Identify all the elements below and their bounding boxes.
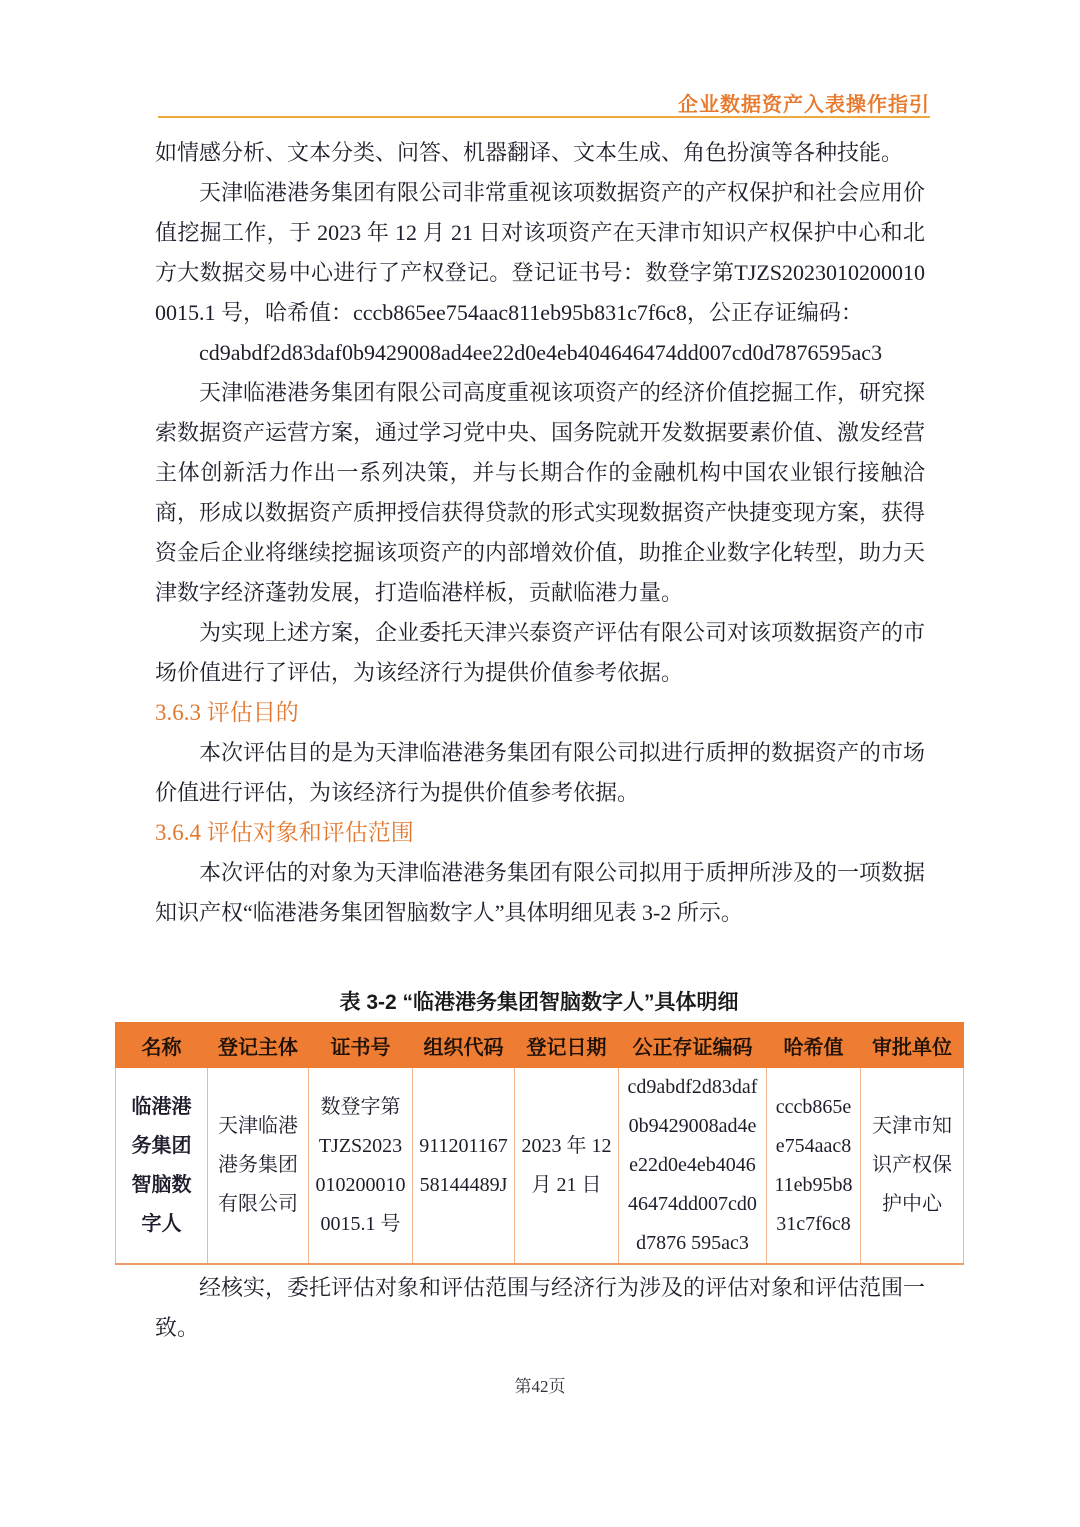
col-header-approver: 审批单位: [861, 1023, 964, 1068]
paragraph-property-registration: 天津临港港务集团有限公司非常重视该项数据资产的产权保护和社会应用价值挖掘工作，于 2023 年 12 月 21 日对该项资产在天津市知识产权保护中心和北方大数据交易中心进行了产权登记。登记证书号：数登字第TJZS20230102000100015.1 号，哈希值：cccb865ee754aac811eb95b831c7f6c8，公正存证编码：: [155, 180, 926, 325]
cell-org-code: 91120116758144489J: [413, 1068, 515, 1265]
cell-approver: 天津市知识产权保护中心: [861, 1068, 964, 1265]
header-rule: [158, 116, 930, 118]
paragraph-entrust-appraisal: 为实现上述方案，企业委托天津兴泰资产评估有限公司对该项数据资产的市场价值进行了评估，为该经济行为提供价值参考依据。: [155, 620, 926, 685]
col-header-cert-no: 证书号: [309, 1023, 413, 1068]
col-header-org-code: 组织代码: [413, 1023, 515, 1068]
body-content: [155, 133, 925, 933]
paragraph-value-mining: 天津临港港务集团有限公司高度重视该项资产的经济价值挖掘工作，研究探索数据资产运营方案，通过学习党中央、国务院就开发数据要素价值、激发经营主体创新活力作出一系列决策，并与长期合作的金融机构中国农业银行接触洽商，形成以数据资产质押授信获得贷款的形式实现数据资产快捷变现方案，获得资金后企业将继续挖掘该项资产的内部增效价值，助推企业数字化转型，助力天津数字经济蓬勃发展，打造临港样板，贡献临港力量。: [155, 380, 926, 605]
paragraph-appraisal-purpose: 本次评估目的是为天津临港港务集团有限公司拟进行质押的数据资产的市场价值进行评估，为该经济行为提供价值参考依据。: [155, 740, 926, 805]
cell-reg-date: 2023 年 12 月 21 日: [515, 1068, 619, 1265]
cell-hash: cccb865ee754aac811eb95b831c7f6c8: [767, 1068, 861, 1265]
header-title: 企业数据资产入表操作指引: [678, 94, 930, 116]
col-header-reg-date: 登记日期: [515, 1023, 619, 1068]
paragraph-skills: 如情感分析、文本分类、问答、机器翻译、文本生成、角色扮演等各种技能。: [155, 140, 904, 165]
table-header-row: [116, 1023, 964, 1068]
cell-name: 临港港务集团智脑数字人: [116, 1068, 208, 1265]
col-header-notary-code: 公正存证编码: [619, 1023, 767, 1068]
page-number: 第42页: [514, 1377, 566, 1396]
cell-registrant: 天津临港港务集团有限公司: [208, 1068, 309, 1265]
paragraph-verified: 经核实，委托评估对象和评估范围与经济行为涉及的评估对象和评估范围一致。: [155, 1275, 926, 1340]
paragraph-appraisal-scope: 本次评估的对象为天津临港港务集团有限公司拟用于质押所涉及的一项数据知识产权“临港港务集团智脑数字人”具体明细见表 3-2 所示。: [155, 860, 926, 925]
cell-cert-no: 数登字第TJZS20230102000100015.1 号: [309, 1068, 413, 1265]
table-caption: 表 3-2 “临港港务集团智脑数字人”具体明细: [339, 991, 739, 1014]
col-header-name: 名称: [116, 1023, 208, 1068]
section-heading-3-6-3: 3.6.3 评估目的: [155, 700, 299, 725]
col-header-hash: 哈希值: [767, 1023, 861, 1068]
detail-table: [115, 1022, 964, 1265]
table-row: [116, 1068, 964, 1265]
col-header-registrant: 登记主体: [208, 1023, 309, 1068]
section-heading-3-6-4: 3.6.4 评估对象和评估范围: [155, 820, 414, 845]
cell-notary-code: cd9abdf2d83daf0b9429008ad4ee22d0e4eb404646474dd007cd0d7876 595ac3: [619, 1068, 767, 1265]
notary-code-line: cd9abdf2d83daf0b9429008ad4ee22d0e4eb404646474dd007cd0d7876595ac3: [199, 340, 883, 365]
